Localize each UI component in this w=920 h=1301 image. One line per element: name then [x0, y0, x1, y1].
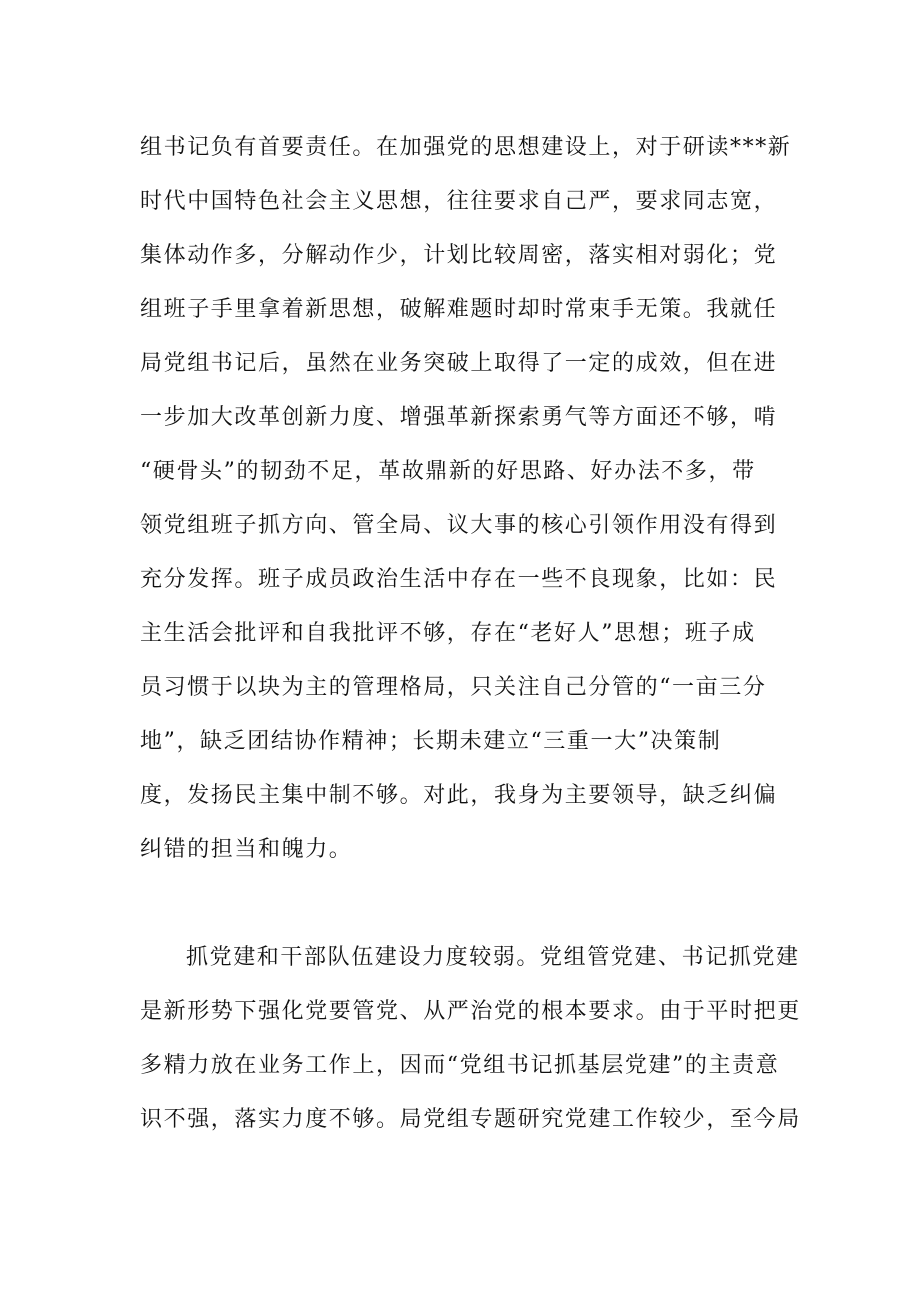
- text-line: 多精力放在业务工作上，因而“党组书记抓基层党建”的主责意: [140, 1053, 780, 1078]
- text-line: 组班子手里拿着新思想，破解难题时却时常束手无策。我就任: [140, 297, 778, 322]
- text-line: 局党组书记后，虽然在业务突破上取得了一定的成效，但在进: [140, 351, 778, 376]
- text-line: 集体动作多，分解动作少，计划比较周密，落实相对弱化；党: [140, 243, 778, 268]
- text-line: “硬骨头”的韧劲不足，革故鼎新的好思路、好办法不多，带: [140, 459, 756, 484]
- text-line: 主生活会批评和自我批评不够，存在“老好人”思想；班子成: [140, 621, 756, 646]
- text-line: 一步加大改革创新力度、增强革新探索勇气等方面还不够，啃: [140, 405, 778, 430]
- text-line: 地”，缺乏团结协作精神；长期未建立“三重一大”决策制: [140, 729, 722, 754]
- text-line: 是新形势下强化党要管党、从严治党的根本要求。由于平时把更: [140, 999, 801, 1024]
- text-line: 识不强，落实力度不够。局党组专题研究党建工作较少，至今局: [140, 1107, 801, 1132]
- text-line: 抓党建和干部队伍建设力度较弱。党组管党建、书记抓党建: [186, 945, 800, 970]
- text-line: 领党组班子抓方向、管全局、议大事的核心引领作用没有得到: [140, 513, 778, 538]
- text-line: 员习惯于以块为主的管理格局，只关注自己分管的“一亩三分: [140, 675, 767, 700]
- text-line: 时代中国特色社会主义思想，往往要求自己严，要求同志宽，: [140, 189, 778, 214]
- text-line: 纠错的担当和魄力。: [140, 837, 353, 862]
- text-line: 度，发扬民主集中制不够。对此，我身为主要领导，缺乏纠偏: [140, 783, 778, 808]
- text-line: 充分发挥。班子成员政治生活中存在一些不良现象，比如：民: [140, 567, 778, 592]
- text-line: 组书记负有首要责任。在加强党的思想建设上，对于研读***新: [140, 135, 792, 160]
